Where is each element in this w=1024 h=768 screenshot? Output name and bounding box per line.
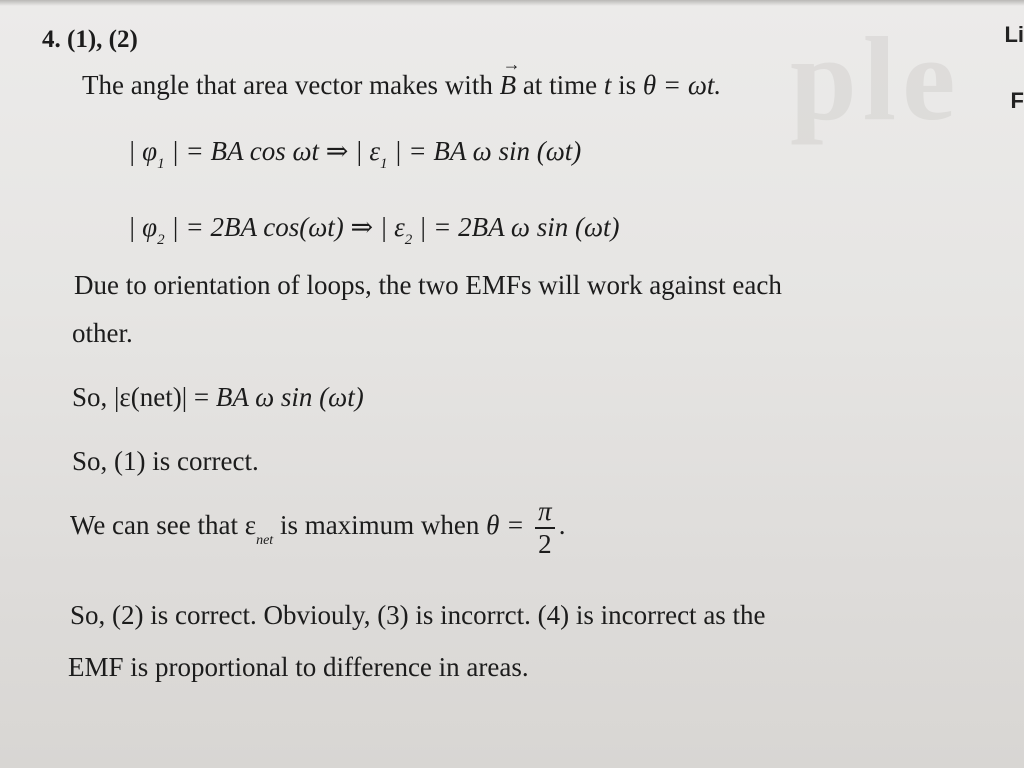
net-emf-line bbox=[72, 382, 364, 413]
intro-text-2: at time bbox=[522, 70, 598, 100]
intro-t: t bbox=[603, 70, 612, 100]
intro-text: The angle that area vector makes with bbox=[82, 70, 493, 100]
eq2-eps-subscript: 2 bbox=[404, 232, 413, 248]
intro-is: is bbox=[618, 70, 637, 100]
question-heading bbox=[42, 26, 138, 54]
question-number: 4. bbox=[42, 26, 61, 53]
max-prefix: We can see that ε bbox=[70, 510, 257, 541]
equation-1 bbox=[128, 136, 581, 173]
max-net-subscript: net bbox=[256, 533, 274, 549]
fraction-numerator: π bbox=[535, 496, 555, 529]
max-middle: is maximum when bbox=[273, 510, 487, 541]
intro-theta-equation: θ = ωt. bbox=[642, 70, 722, 100]
page-top-edge bbox=[0, 0, 1024, 6]
max-theta: θ = bbox=[486, 510, 525, 541]
net-emf-expression: BA ω sin (ωt) bbox=[215, 382, 364, 412]
fraction-denominator: 2 bbox=[538, 529, 552, 559]
max-end: . bbox=[558, 510, 566, 541]
vector-arrow: → bbox=[502, 54, 521, 74]
eq1-phi-subscript: 1 bbox=[157, 156, 165, 172]
eq1-phi: | φ bbox=[128, 136, 158, 166]
eq1-phi-rest: | = BA cos ωt ⇒ | ε bbox=[171, 136, 380, 166]
paragraph-line-2: other. bbox=[72, 318, 133, 348]
intro-line bbox=[82, 54, 722, 101]
eq2-eps-rest: | = 2BA ω sin (ωt) bbox=[418, 212, 620, 242]
pi-over-two-fraction bbox=[535, 496, 555, 560]
eq2-phi-rest: | = 2BA cos(ωt) ⇒ | ε bbox=[171, 212, 405, 242]
eq1-eps-rest: | = BA ω sin (ωt) bbox=[394, 136, 582, 166]
equation-2 bbox=[128, 212, 620, 249]
vector-b bbox=[499, 54, 521, 101]
bleed-through-watermark: ple bbox=[790, 12, 962, 145]
net-emf-prefix: So, |ε(net)| = bbox=[72, 382, 216, 412]
right-edge-text-top: Li bbox=[1004, 22, 1024, 47]
paragraph-line-1: Due to orientation of loops, the two EMFs will work against each bbox=[74, 270, 782, 300]
maximum-condition-line bbox=[70, 496, 565, 560]
vector-b-symbol: B bbox=[499, 70, 517, 100]
right-edge-text-mid: F bbox=[1010, 88, 1024, 113]
eq2-phi-subscript: 2 bbox=[157, 232, 165, 248]
eq2-phi: | φ bbox=[128, 212, 158, 242]
conclusion-1: So, (1) is correct. bbox=[72, 446, 259, 476]
question-answer: (1), (2) bbox=[67, 26, 138, 53]
conclusion-2-line-1: So, (2) is correct. Obviouly, (3) is incorrct. (4) is incorrect as the bbox=[70, 600, 766, 630]
eq1-eps-subscript: 1 bbox=[380, 156, 388, 172]
conclusion-2-line-2: EMF is proportional to difference in areas. bbox=[68, 652, 529, 682]
